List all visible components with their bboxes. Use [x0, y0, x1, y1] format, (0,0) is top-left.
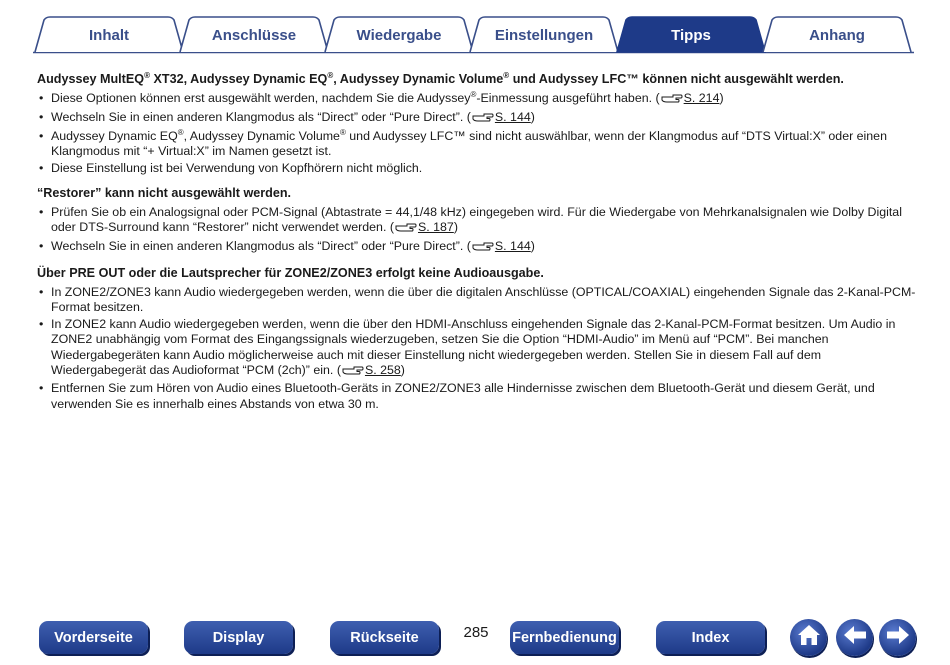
home-button[interactable]	[790, 619, 827, 656]
list-item: • Wechseln Sie in einen anderen Klangmodus als “Direct” oder “Pure Direct”. ( S. 144)	[37, 239, 917, 256]
list-item: • In ZONE2/ZONE3 kann Audio wiedergegeben werden, wenn die über die digitalen Anschlüsse (OPTICAL/COAXIAL) eingehenden Signale das 2-Kanal-PCM-Format besitzen.	[37, 285, 917, 315]
pointing-hand-icon	[472, 111, 494, 127]
bullet-list	[37, 285, 917, 412]
section-heading-restorer: “Restorer” kann nicht ausgewählt werden.	[37, 185, 292, 200]
tab-anschluesse[interactable]: Anschlüsse	[211, 26, 297, 44]
bullet-list	[37, 91, 917, 176]
display-button[interactable]: Display	[184, 621, 293, 654]
list-item: • Audyssey Dynamic EQ®, Audyssey Dynamic Volume® und Audyssey LFC™ sind nicht auswählbar, wenn der Klangmodus auf “DTS Virtual:X” oder einen Klangmodus mit “+ Virtual:X” im Namen gesetzt ist.	[37, 129, 917, 159]
tab-anhang[interactable]: Anhang	[809, 26, 865, 44]
bullet-list	[37, 205, 917, 256]
arrow-left-icon	[841, 624, 869, 651]
list-item: • Entfernen Sie zum Hören von Audio eines Bluetooth-Geräts in ZONE2/ZONE3 alle Hindernisse zwischen dem Bluetooth-Gerät und diesem Gerät, und verwenden Sie es innerhalb eines Abstands von etwa 30 m.	[37, 381, 917, 411]
page-reference[interactable]: ( S. 144)	[467, 239, 535, 253]
page-link[interactable]: S. 144	[494, 109, 531, 124]
tab-einstellungen[interactable]: Einstellungen	[494, 26, 594, 44]
list-item: • Diese Optionen können erst ausgewählt werden, nachdem Sie die Audyssey®-Einmessung ausgeführt haben. ( S. 214)	[37, 91, 917, 108]
page-link[interactable]: S. 144	[494, 238, 531, 253]
fernbedienung-button[interactable]: Fernbedienung	[510, 621, 619, 654]
section-heading-audyssey: Audyssey MultEQ® XT32, Audyssey Dynamic EQ®, Audyssey Dynamic Volume® und Audyssey LFC™ können nicht ausgewählt werden.	[37, 70, 844, 86]
tab-wiedergabe[interactable]: Wiedergabe	[356, 26, 442, 44]
list-item: • Wechseln Sie in einen anderen Klangmodus als “Direct” oder “Pure Direct”. ( S. 144)	[37, 110, 917, 127]
arrow-right-icon	[884, 624, 912, 651]
rueckseite-button[interactable]: Rückseite	[330, 621, 439, 654]
page-reference[interactable]: ( S. 187)	[390, 220, 458, 234]
page-reference[interactable]: ( S. 214)	[656, 91, 724, 105]
page-number: 285	[463, 624, 489, 641]
pointing-hand-icon	[342, 364, 364, 380]
index-button[interactable]: Index	[656, 621, 765, 654]
main-content	[37, 72, 917, 413]
pointing-hand-icon	[395, 221, 417, 237]
page-reference[interactable]: ( S. 144)	[467, 110, 535, 124]
page-link[interactable]: S. 258	[364, 362, 401, 377]
section-heading-preout: Über PRE OUT oder die Lautsprecher für ZONE2/ZONE3 erfolgt keine Audioausgabe.	[37, 266, 544, 281]
pointing-hand-icon	[472, 240, 494, 256]
forward-button[interactable]	[879, 619, 916, 656]
vorderseite-button[interactable]: Vorderseite	[39, 621, 148, 654]
list-item: • Prüfen Sie ob ein Analogsignal oder PCM-Signal (Abtastrate = 44,1/48 kHz) eingegeben wird. Für die Wiedergabe von Mehrkanalsignalen wie Dolby Digital oder DTS-Surround kann “Restorer” nicht verwendet werden. ( S. 187)	[37, 205, 917, 237]
page-reference[interactable]: ( S. 258)	[337, 363, 405, 377]
page-link[interactable]: S. 187	[417, 220, 454, 235]
tab-tipps[interactable]: Tipps	[671, 26, 711, 44]
tab-inhalt[interactable]: Inhalt	[89, 26, 129, 44]
tab-bar	[0, 0, 950, 56]
pointing-hand-icon	[661, 92, 683, 108]
page-link[interactable]: S. 214	[683, 91, 720, 106]
back-button[interactable]	[836, 619, 873, 656]
list-item: • In ZONE2 kann Audio wiedergegeben werden, wenn die über den HDMI-Anschluss eingehenden Signale das 2-Kanal-PCM-Format besitzen. Um Audio in ZONE2 unabhängig vom Format des Eingangssignals wiederzugeben, setzen Sie die Option “HDMI-Audio” im Menü auf “PCM”. Bei manchen Wiedergabegeräten kann Audio möglicherweise auch mit dieser Einstellung nicht wiedergegeben werden. Stellen Sie in diesem Fall auf dem Wiedergabegerät das Audioformat “PCM (2ch)” ein. ( S. 258)	[37, 317, 917, 380]
list-item: • Diese Einstellung ist bei Verwendung von Kopfhörern nicht möglich.	[37, 161, 917, 176]
home-icon	[796, 623, 822, 652]
